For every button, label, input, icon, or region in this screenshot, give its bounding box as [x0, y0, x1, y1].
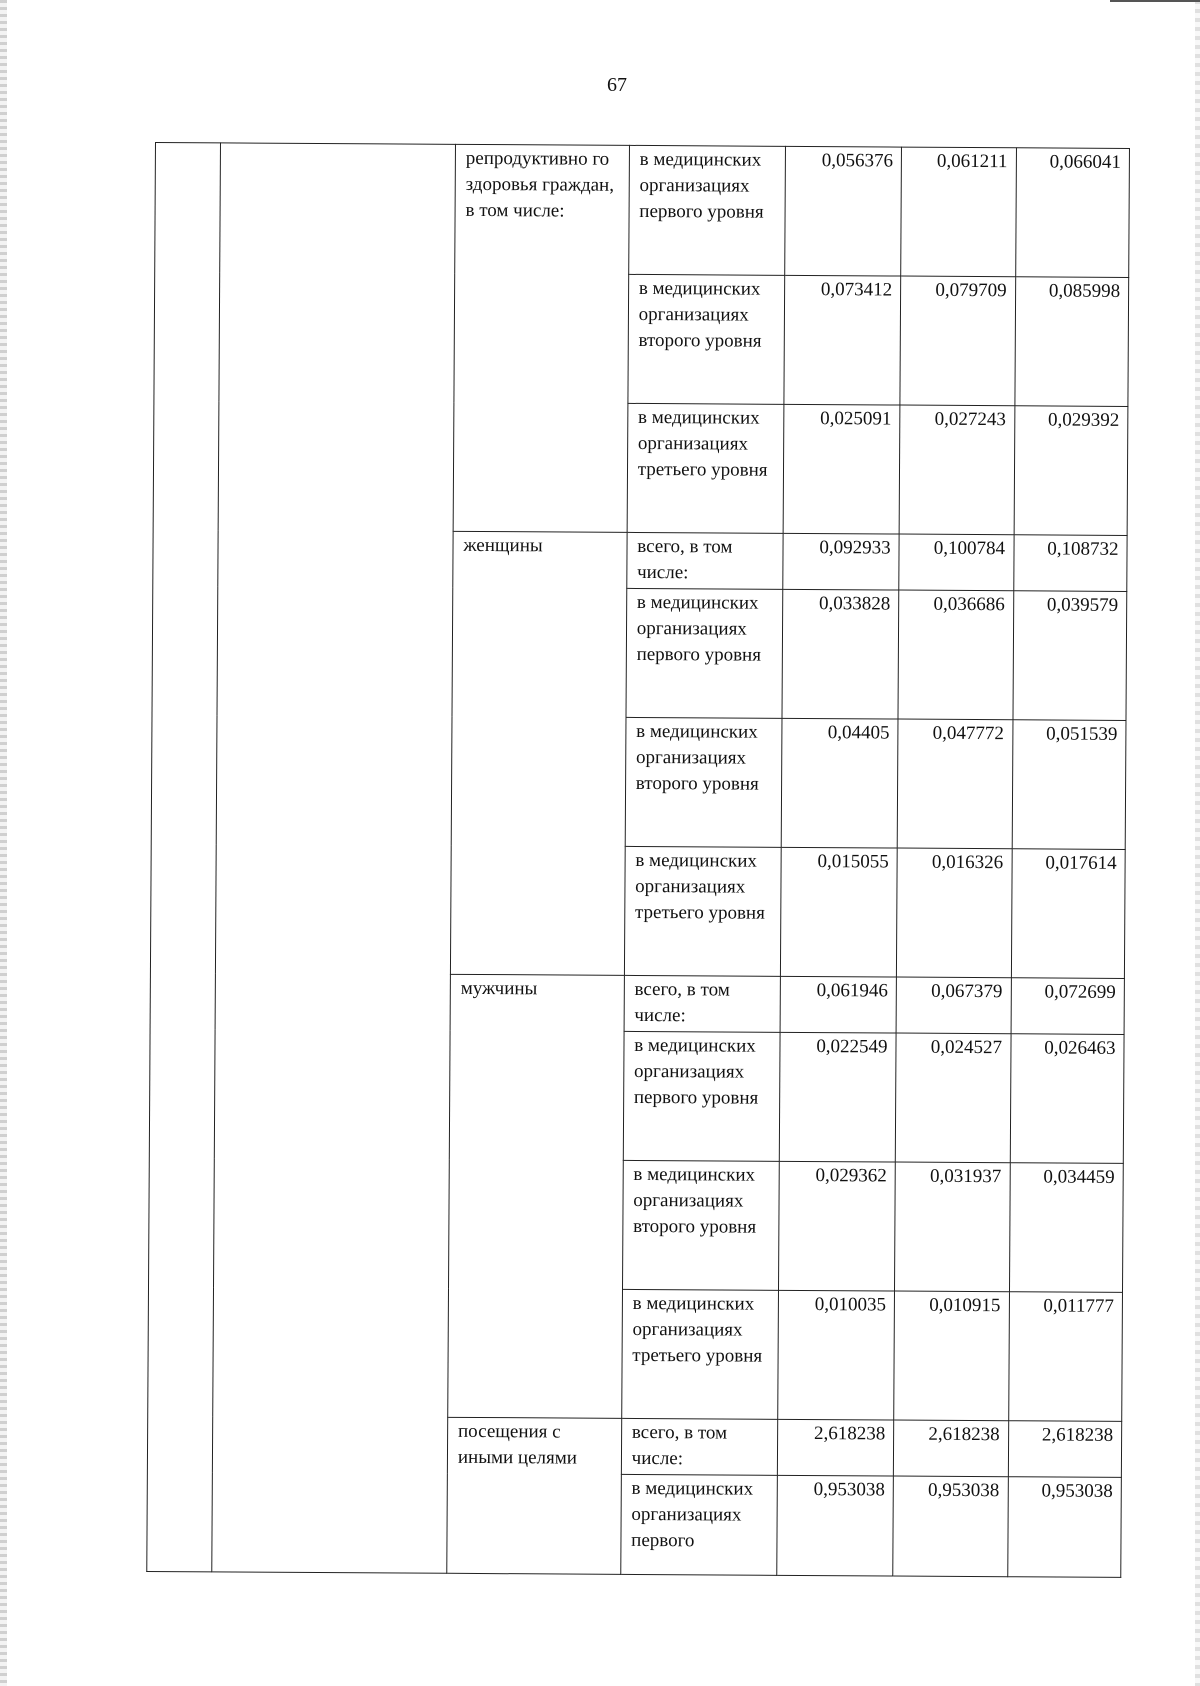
- value-cell: 0,072699: [1011, 978, 1125, 1035]
- sub-label: в медицинских организациях первого уровня: [623, 1031, 780, 1161]
- value-cell: 0,015055: [780, 847, 897, 977]
- value-cell: 0,061946: [780, 976, 897, 1033]
- sub-label: всего, в том числе:: [627, 532, 783, 589]
- group-label: репродуктивно го здоровья граждан, в том числе:: [453, 144, 629, 532]
- sub-label: в медицинских организациях второго уровня: [625, 717, 782, 847]
- value-cell: 0,031937: [895, 1162, 1010, 1292]
- group-label: посещения с иными целями: [447, 1417, 622, 1574]
- value-cell: 0,026463: [1010, 1034, 1124, 1164]
- sub-label: в медицинских организациях третьего уровня: [621, 1289, 778, 1419]
- value-cell: 0,085998: [1014, 277, 1128, 407]
- value-cell: 0,010035: [777, 1290, 894, 1420]
- empty-col-1: [147, 143, 220, 1572]
- data-table: [146, 142, 1130, 1578]
- value-cell: 0,010915: [894, 1291, 1009, 1421]
- sub-label: в медицинских организациях второго уровня: [622, 1160, 779, 1290]
- sub-label: в медицинских организациях третьего уровня: [624, 846, 781, 976]
- value-cell: 0,073412: [783, 275, 900, 405]
- value-cell: 0,051539: [1012, 720, 1126, 850]
- table-row: [155, 143, 1130, 278]
- value-cell: 0,953038: [776, 1475, 893, 1576]
- value-cell: 0,033828: [782, 589, 899, 719]
- value-cell: 0,022549: [779, 1032, 896, 1162]
- value-cell: 0,029362: [778, 1161, 895, 1291]
- value-cell: 0,025091: [783, 404, 900, 534]
- value-cell: 2,618238: [1008, 1421, 1122, 1478]
- value-cell: 0,04405: [781, 718, 898, 848]
- value-cell: 0,056376: [784, 146, 901, 276]
- value-cell: 0,953038: [893, 1476, 1008, 1577]
- table-container: [146, 142, 1130, 1578]
- value-cell: 0,108732: [1013, 535, 1127, 592]
- value-cell: 0,066041: [1015, 148, 1129, 278]
- scan-edge-left: [0, 0, 7, 1686]
- sub-label: в медицинских организациях первого уровня: [626, 588, 783, 718]
- value-cell: 0,039579: [1013, 591, 1127, 721]
- group-label: мужчины: [448, 974, 625, 1418]
- scan-corner-mark: [1110, 0, 1200, 2]
- value-cell: 0,036686: [898, 590, 1013, 720]
- value-cell: 0,953038: [1007, 1477, 1121, 1578]
- value-cell: 0,011777: [1008, 1292, 1122, 1422]
- sub-label: в медицинских организациях первого уровня: [628, 145, 785, 275]
- value-cell: 0,092933: [782, 533, 899, 590]
- sub-label: всего, в том числе:: [621, 1418, 777, 1475]
- value-cell: 0,034459: [1009, 1163, 1123, 1293]
- sub-label: всего, в том числе:: [624, 975, 780, 1032]
- value-cell: 0,100784: [899, 534, 1014, 591]
- group-label: женщины: [450, 531, 627, 975]
- value-cell: 2,618238: [777, 1419, 894, 1476]
- scan-edge-right: [1195, 0, 1200, 1686]
- value-cell: 0,047772: [897, 719, 1012, 849]
- value-cell: 0,016326: [897, 848, 1012, 978]
- value-cell: 2,618238: [893, 1420, 1008, 1477]
- value-cell: 0,024527: [895, 1033, 1010, 1163]
- value-cell: 0,067379: [896, 977, 1011, 1034]
- sub-label: в медицинских организациях второго уровня: [628, 274, 785, 404]
- value-cell: 0,029392: [1014, 406, 1128, 536]
- value-cell: 0,027243: [899, 405, 1014, 535]
- value-cell: 0,017614: [1011, 849, 1125, 979]
- value-cell: 0,079709: [900, 276, 1015, 406]
- page-number: 67: [607, 74, 627, 96]
- sub-label: в медицинских организациях третьего уровня: [627, 403, 784, 533]
- sub-label: в медицинских организациях первого: [620, 1474, 776, 1575]
- value-cell: 0,061211: [901, 147, 1016, 277]
- empty-col-2: [211, 143, 455, 1573]
